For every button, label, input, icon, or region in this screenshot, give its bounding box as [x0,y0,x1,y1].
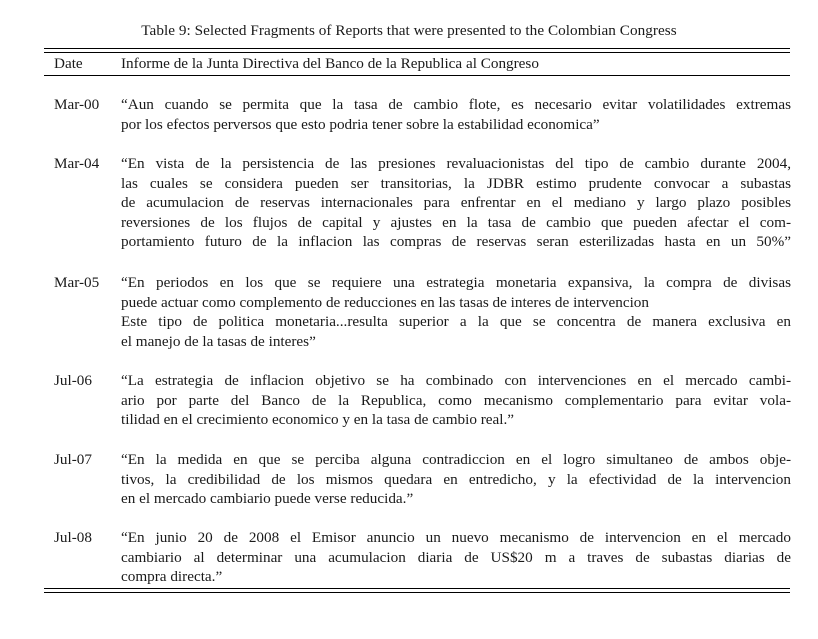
table-caption: Table 9: Selected Fragments of Reports that were presented to the Colombian Congress [141,22,677,39]
quote-line: portamiento futuro de la inflacion las compras de reservas seran esterilizadas hasta en un 50%” [121,233,791,251]
quote-line: reversiones de los flujos de capital y ajustes en la tasa de cambio que pueden afectar el com- [121,213,791,231]
row-quote [121,154,791,252]
quote-line: ario por parte del Banco de la Republica, como mecanismo complementario para evitar vola- [121,391,791,409]
row-date: Jul-08 [54,529,92,546]
row-quote [121,450,791,509]
row-date: Mar-05 [54,274,100,291]
quote-line: en el mercado cambiario puede verse reducida.” [121,490,414,508]
quote-line: “En junio 20 de 2008 el Emisor anuncio un nuevo mecanismo de intervencion en el mercado [121,529,791,546]
table-header [44,53,790,75]
row-date: Mar-00 [54,96,100,113]
top-rule-1 [44,48,790,49]
quote-line: tilidad en el crecimiento economico y en la tasa de cambio real.” [121,411,515,429]
quote-line: “La estrategia de inflacion objetivo se ha combinado con intervenciones en el mercado cambi- [121,372,791,389]
quote-line: “En la medida en que se perciba alguna contradiccion en el logro simultaneo de ambos obje- [121,451,791,468]
header-date: Date [54,55,83,72]
row-quote [121,371,791,430]
quote-line: de acumulacion de reservas internacionales para enfrentar en el mediano y largo plazo posibles [121,194,791,212]
quote-line: “En periodos en los que se requiere una estrategia monetaria expansiva, la compra de divisas [121,274,791,291]
row-date: Jul-06 [54,372,92,389]
row-quote [121,528,791,587]
quote-line: las cuales se considera pueden ser transitorias, la JDBR estimo prudente convocar a subastas [121,174,791,192]
quote-line: tivos, la credibilidad de los mismos quedara en entredicho, y la efectividad de la intervencion [121,470,791,488]
quote-line: compra directa.” [121,568,223,586]
quote-line: el manejo de la tasas de interes” [121,332,316,350]
quote-line: puede actuar como complemento de reducciones en las tasas de interes de intervencion [121,293,649,311]
quote-line: “En vista de la persistencia de las presiones revaluacionistas del tipo de cambio durante 2004, [121,155,791,172]
row-quote [121,95,791,134]
row-date: Jul-07 [54,451,92,468]
row-quote [121,273,791,351]
bottom-rule-1 [44,588,790,589]
quote-line: Este tipo de politica monetaria...resulta superior a la que se concentra de manera exclusiva en [121,313,791,331]
quote-line: por los efectos perversos que esto podria tener sobre la estabilidad economica” [121,115,600,133]
header-rule [44,75,790,76]
row-date: Mar-04 [54,155,100,172]
bottom-rule-2 [44,592,790,593]
header-report: Informe de la Junta Directiva del Banco de la Republica al Congreso [121,55,539,72]
quote-line: cambiario al determinar una acumulacion diaria de US$20 m a traves de subastas diarias de [121,548,791,566]
quote-line: “Aun cuando se permita que la tasa de cambio flote, es necesario evitar volatilidades extremas [121,96,791,113]
